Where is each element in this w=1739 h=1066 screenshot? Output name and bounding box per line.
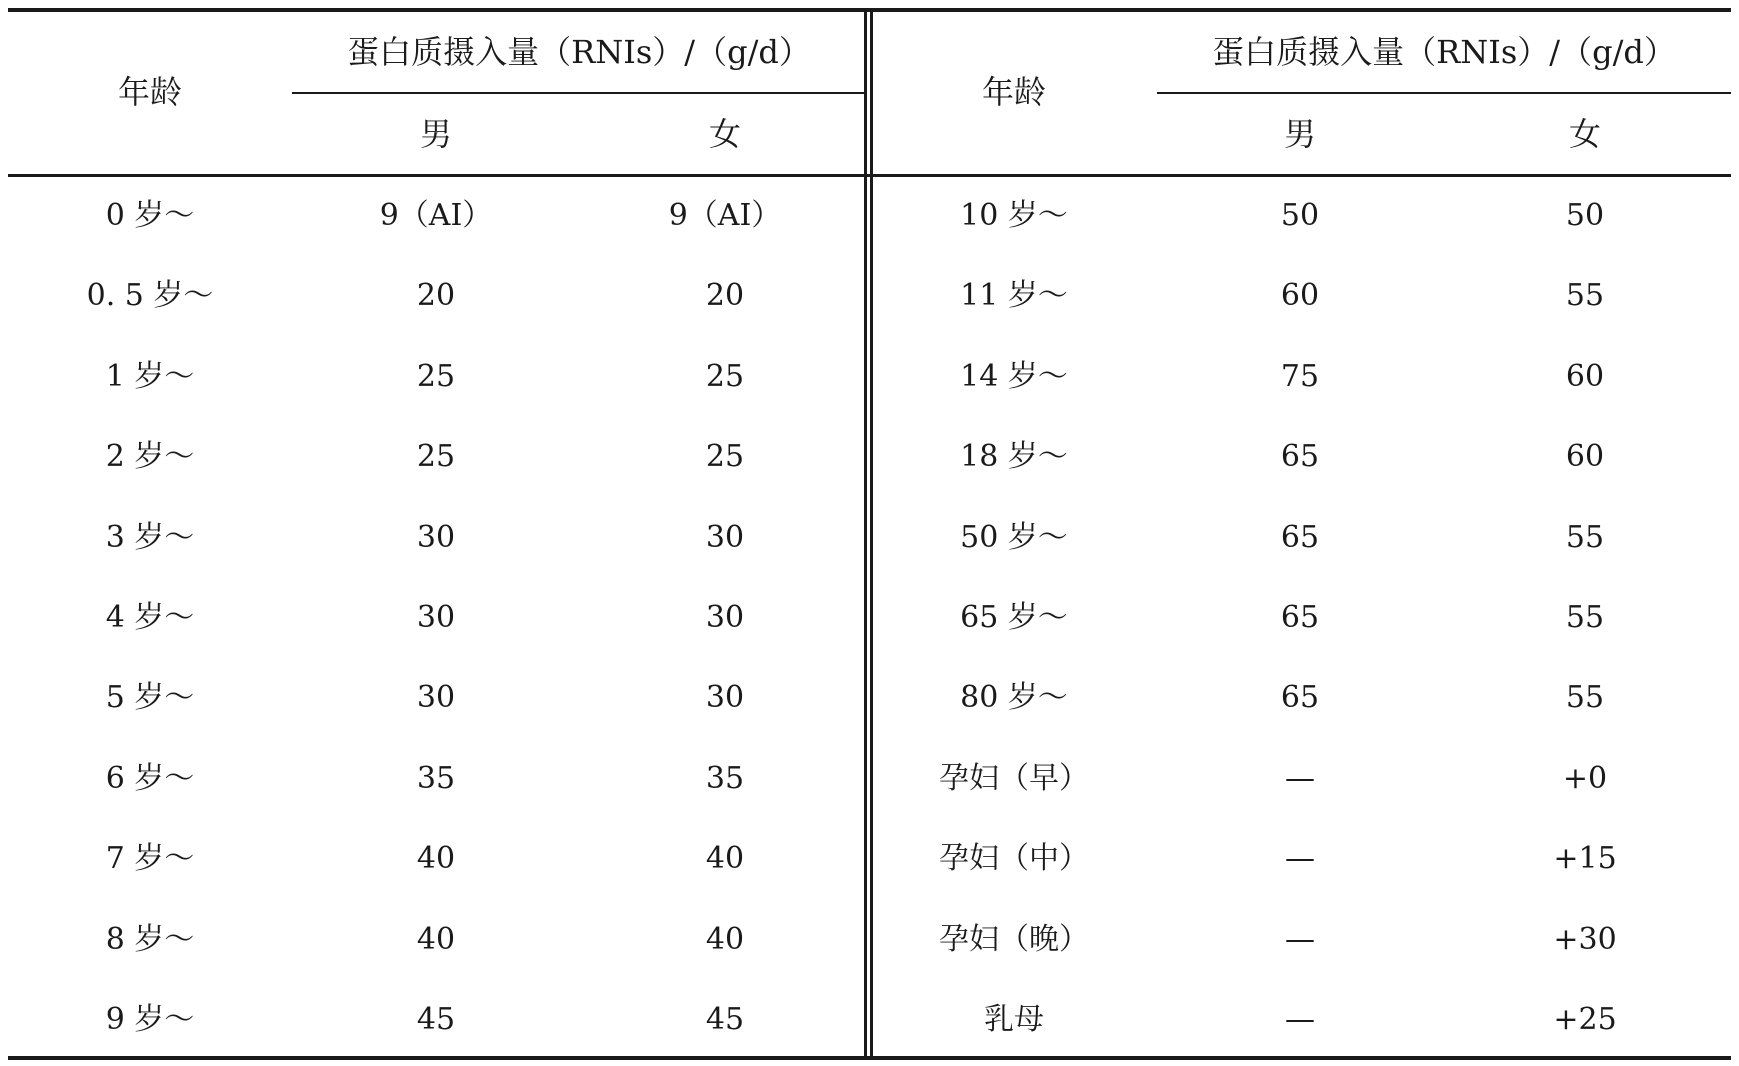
left-age-header: 年龄 xyxy=(117,73,183,111)
right-group-underline xyxy=(1157,92,1731,94)
left-group-header: 蛋白质摄入量（RNIs）/（g/d） xyxy=(347,33,811,71)
left-row-male-cell: 35 xyxy=(416,760,456,796)
right-row-male-cell: — xyxy=(1285,841,1315,877)
right-row-age-cell: 孕妇（早） xyxy=(939,760,1089,796)
center-divider-left xyxy=(864,10,867,1058)
left-row-age-cell: 2 岁～ xyxy=(105,439,195,475)
right-row-male-cell: — xyxy=(1285,760,1315,796)
left-row-age-cell: 8 岁～ xyxy=(105,921,195,957)
right-row-female-cell: 55 xyxy=(1565,519,1605,555)
right-row-female-cell: 55 xyxy=(1565,278,1605,314)
right-row-female-cell: +30 xyxy=(1553,921,1617,957)
left-row-male-cell: 25 xyxy=(416,358,456,394)
right-row-male-cell: 65 xyxy=(1280,439,1320,475)
left-row-male-cell: 30 xyxy=(416,680,456,716)
left-row-female-cell: 30 xyxy=(705,600,745,635)
right-row-female-cell: 55 xyxy=(1565,600,1605,635)
right-row-age-cell: 孕妇（晚） xyxy=(939,921,1089,957)
right-age-header: 年龄 xyxy=(981,73,1047,111)
right-row-female-cell: 60 xyxy=(1565,439,1605,475)
right-row-male-cell: 65 xyxy=(1280,680,1320,716)
right-female-header: 女 xyxy=(1568,115,1602,153)
left-row-female-cell: 30 xyxy=(705,519,745,555)
left-male-header: 男 xyxy=(419,115,453,153)
right-male-header: 男 xyxy=(1283,115,1317,153)
left-row-male-cell: 30 xyxy=(416,519,456,555)
right-row-female-cell: 55 xyxy=(1565,680,1605,716)
left-row-age-cell: 0 岁～ xyxy=(105,198,195,233)
right-row-age-cell: 11 岁～ xyxy=(960,278,1068,314)
right-row-age-cell: 乳母 xyxy=(984,1002,1044,1037)
left-row-female-cell: 9（AI） xyxy=(668,198,782,233)
center-divider-right xyxy=(870,10,873,1058)
left-row-age-cell: 4 岁～ xyxy=(105,600,195,635)
right-row-male-cell: 50 xyxy=(1280,198,1320,233)
left-row-male-cell: 20 xyxy=(416,278,456,314)
right-row-male-cell: 60 xyxy=(1280,278,1320,314)
left-female-header: 女 xyxy=(708,115,742,153)
left-row-age-cell: 5 岁～ xyxy=(105,680,195,716)
right-row-female-cell: +15 xyxy=(1553,841,1617,877)
right-row-female-cell: 60 xyxy=(1565,358,1605,394)
right-row-male-cell: 65 xyxy=(1280,519,1320,555)
left-row-age-cell: 6 岁～ xyxy=(105,760,195,796)
left-row-female-cell: 25 xyxy=(705,358,745,394)
left-row-male-cell: 45 xyxy=(416,1002,456,1037)
left-row-male-cell: 25 xyxy=(416,439,456,475)
right-row-female-cell: +0 xyxy=(1562,760,1608,796)
left-group-underline xyxy=(292,92,866,94)
right-row-female-cell: +25 xyxy=(1553,1002,1617,1037)
left-row-female-cell: 40 xyxy=(705,841,745,877)
left-row-age-cell: 3 岁～ xyxy=(105,519,195,555)
right-row-male-cell: 65 xyxy=(1280,600,1320,635)
left-row-female-cell: 20 xyxy=(705,278,745,314)
right-row-age-cell: 80 岁～ xyxy=(960,680,1068,716)
left-row-female-cell: 35 xyxy=(705,760,745,796)
left-row-male-cell: 9（AI） xyxy=(379,198,493,233)
right-row-male-cell: — xyxy=(1285,1002,1315,1037)
left-row-male-cell: 40 xyxy=(416,841,456,877)
left-row-age-cell: 0. 5 岁～ xyxy=(86,278,214,314)
left-row-age-cell: 1 岁～ xyxy=(105,358,195,394)
right-row-age-cell: 65 岁～ xyxy=(960,600,1068,635)
left-row-female-cell: 45 xyxy=(705,1002,745,1037)
right-row-age-cell: 10 岁～ xyxy=(960,198,1068,233)
left-row-age-cell: 9 岁～ xyxy=(105,1002,195,1037)
left-row-age-cell: 7 岁～ xyxy=(105,841,195,877)
right-row-male-cell: 75 xyxy=(1280,358,1320,394)
right-row-age-cell: 50 岁～ xyxy=(960,519,1068,555)
left-row-male-cell: 30 xyxy=(416,600,456,635)
left-row-female-cell: 30 xyxy=(705,680,745,716)
right-row-female-cell: 50 xyxy=(1565,198,1605,233)
left-row-female-cell: 25 xyxy=(705,439,745,475)
right-row-male-cell: — xyxy=(1285,921,1315,957)
right-group-header: 蛋白质摄入量（RNIs）/（g/d） xyxy=(1212,33,1676,71)
right-row-age-cell: 14 岁～ xyxy=(960,358,1068,394)
left-row-male-cell: 40 xyxy=(416,921,456,957)
left-row-female-cell: 40 xyxy=(705,921,745,957)
right-row-age-cell: 孕妇（中） xyxy=(939,841,1089,877)
right-row-age-cell: 18 岁～ xyxy=(960,439,1068,475)
